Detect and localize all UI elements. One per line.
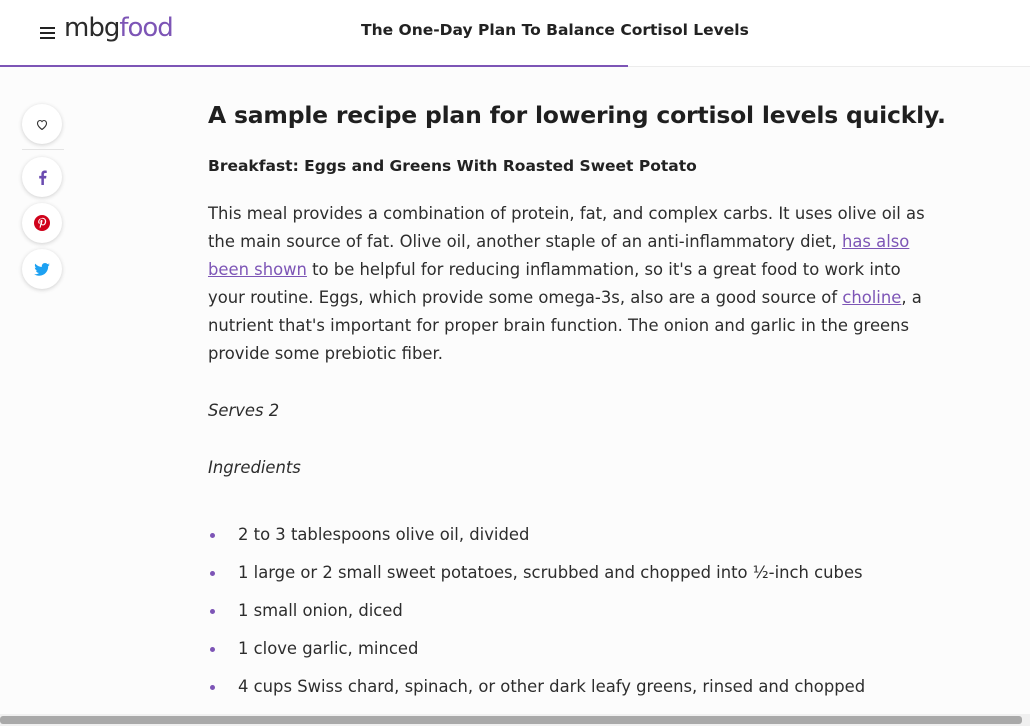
has-also-been-shown-link[interactable]: has also been shown [208, 232, 910, 279]
ingredients-list [208, 521, 948, 711]
save-button[interactable] [22, 104, 62, 144]
description-text-3: , a nutrient that's important for proper brain function. The onion and garlic in the greens provide some prebiotic fiber. [208, 288, 922, 363]
article-body [208, 98, 948, 711]
reading-progress-bar [0, 65, 628, 67]
ingredient-text: 1 small onion, diced [238, 601, 403, 620]
ingredient-text: 1 large or 2 small sweet potatoes, scrubbed and chopped into ½-inch cubes [238, 563, 863, 582]
bullet-icon [210, 533, 215, 538]
recipe-title: Breakfast: Eggs and Greens With Roasted Sweet Potato [208, 157, 697, 175]
bullet-icon [210, 571, 215, 576]
ingredient-item [208, 635, 948, 673]
section-heading: A sample recipe plan for lowering cortisol levels quickly. [208, 101, 946, 129]
description-text-2: to be helpful for reducing inflammation, so it's a great food to work into your routine. Eggs, which provide some omega-3s, also are a good source of [208, 260, 901, 307]
ingredient-item [208, 597, 948, 635]
header-article-title: The One-Day Plan To Balance Cortisol Levels [361, 21, 749, 39]
recipe-description [208, 200, 933, 368]
share-divider [22, 149, 64, 150]
mbgfood-logo[interactable] [64, 13, 173, 43]
ingredient-item [208, 559, 948, 597]
ingredient-text: 2 to 3 tablespoons olive oil, divided [238, 525, 530, 544]
twitter-share-button[interactable] [22, 249, 62, 289]
site-header [0, 0, 1030, 67]
horizontal-scrollbar[interactable] [0, 714, 1030, 726]
logo-food: food [119, 13, 173, 43]
logo-mbg: mbg [64, 13, 120, 43]
hamburger-menu-icon[interactable] [40, 27, 55, 39]
ingredients-label: Ingredients [208, 458, 301, 477]
scrollbar-thumb[interactable] [0, 716, 1022, 724]
twitter-icon [34, 263, 50, 276]
ingredient-text: 1 clove garlic, minced [238, 639, 419, 658]
ingredient-item [208, 673, 948, 711]
heart-icon [36, 119, 48, 130]
ingredient-item [208, 521, 948, 559]
ingredient-text: 4 cups Swiss chard, spinach, or other dark leafy greens, rinsed and chopped [238, 677, 866, 696]
bullet-icon [210, 685, 215, 690]
pinterest-share-button[interactable] [22, 203, 62, 243]
description-text-1: This meal provides a combination of protein, fat, and complex carbs. It uses olive oil as the main source of fat. Olive oil, another staple of an anti-inflammatory diet, [208, 204, 925, 251]
facebook-icon [38, 170, 47, 185]
pinterest-icon [34, 215, 50, 231]
bullet-icon [210, 647, 215, 652]
bullet-icon [210, 609, 215, 614]
facebook-share-button[interactable] [22, 157, 62, 197]
choline-link[interactable]: choline [842, 288, 902, 307]
serves-label: Serves 2 [208, 401, 280, 420]
